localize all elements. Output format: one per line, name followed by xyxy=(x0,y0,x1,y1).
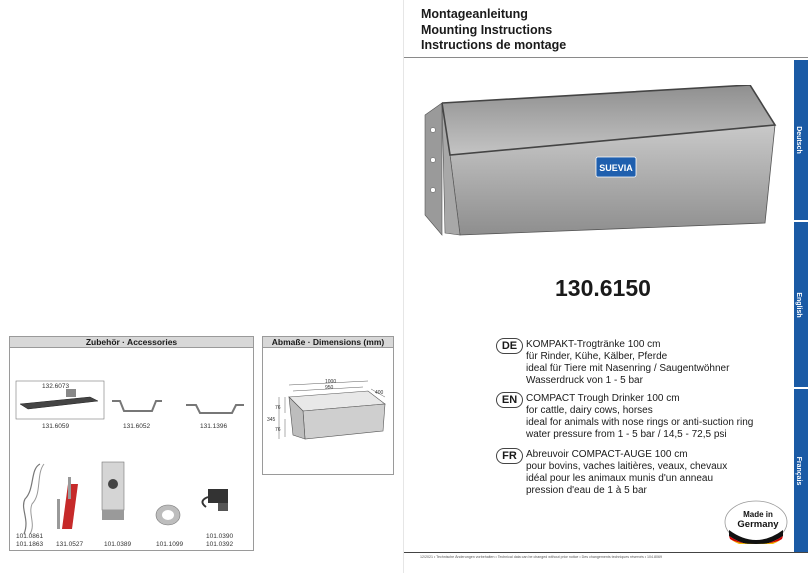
fr-line-4: pression d'eau de 1 à 5 bar xyxy=(526,485,647,496)
lang-badge-fr: FR xyxy=(496,448,523,464)
accessory-label-131-1396: 131.1396 xyxy=(200,423,228,430)
en-line-2: for cattle, dairy cows, horses xyxy=(526,405,653,416)
accessory-label-101-1863: 101.1863 xyxy=(16,541,44,548)
title-de: Montageanleitung xyxy=(421,7,528,21)
dim-1000: 1000 xyxy=(325,379,337,385)
footer-rule xyxy=(404,552,808,553)
en-line-1: COMPACT Trough Drinker 100 cm xyxy=(526,393,680,404)
badge-line-1: Made in xyxy=(743,510,773,519)
lang-badge-en: EN xyxy=(496,392,523,408)
accessory-label-101-0390: 101.0390 xyxy=(206,533,234,540)
de-line-4: Wasserdruck von 1 - 5 bar xyxy=(526,375,643,386)
title-fr: Instructions de montage xyxy=(421,38,567,52)
document-titles xyxy=(421,7,566,54)
side-tab-english: English xyxy=(794,222,808,387)
accessory-label-132-6073: 132.6073 xyxy=(42,383,70,390)
accessories-panel xyxy=(9,336,254,551)
fr-line-2: pour bovins, vaches laitières, veaux, chevaux xyxy=(526,461,728,472)
accessory-label-101-0861: 101.0861 xyxy=(16,533,44,540)
footer-text: 12/2021 • Technische Änderungen vorbehalten • Technical data can be changed without prior notice • Des changements techniques réservés • 104.8069 xyxy=(420,555,663,559)
dim-950: 950 xyxy=(325,385,334,391)
dim-400: 400 xyxy=(375,390,384,396)
accessory-label-101-1099: 101.1099 xyxy=(156,541,184,548)
model-number: 130.6150 xyxy=(555,275,651,301)
lang-badge-de: DE xyxy=(496,338,523,354)
dimensions-title: Abmaße · Dimensions (mm) xyxy=(263,337,393,348)
accessory-label-131-0527: 131.0527 xyxy=(56,541,84,548)
de-line-1: KOMPAKT-Trogtränke 100 cm xyxy=(526,339,661,350)
accessories-title: Zubehör · Accessories xyxy=(10,337,253,348)
title-en: Mounting Instructions xyxy=(421,22,553,37)
dim-76-bottom: 76 xyxy=(275,427,281,433)
accessory-label-101-0389: 101.0389 xyxy=(104,541,132,548)
badge-line-2: Germany xyxy=(737,519,779,530)
dimensions-panel xyxy=(262,336,394,475)
de-line-2: für Rinder, Kühe, Kälber, Pferde xyxy=(526,351,668,362)
side-tab-deutsch: Deutsch xyxy=(794,60,808,220)
en-line-3: ideal for animals with nose rings or anti-suction ring xyxy=(526,417,754,428)
brand-logo xyxy=(596,157,636,177)
de-line-3: ideal für Tiere mit Nasenring / Saugentwöhner xyxy=(526,363,730,374)
made-in-germany-badge xyxy=(724,500,788,544)
side-tab-francais: Français xyxy=(794,389,808,552)
fr-line-1: Abreuvoir COMPACT-AUGE 100 cm xyxy=(526,449,688,460)
fr-line-3: idéal pour les animaux munis d'un anneau xyxy=(526,473,714,484)
dim-76-top: 76 xyxy=(275,405,281,411)
header-rule xyxy=(404,57,808,58)
accessory-label-131-6059: 131.6059 xyxy=(42,423,70,430)
dimensions-drawing xyxy=(263,349,393,474)
accessories-illustrations xyxy=(10,349,253,551)
trough-drinker-image xyxy=(420,85,790,245)
dim-345: 345 xyxy=(267,417,276,423)
page-fold xyxy=(403,0,404,573)
accessory-label-101-0392: 101.0392 xyxy=(206,541,234,548)
brand-logo-text: SUEVIA xyxy=(599,163,633,173)
accessory-label-131-6052: 131.6052 xyxy=(123,423,151,430)
en-line-4: water pressure from 1 - 5 bar / 14,5 - 72,5 psi xyxy=(526,429,727,440)
